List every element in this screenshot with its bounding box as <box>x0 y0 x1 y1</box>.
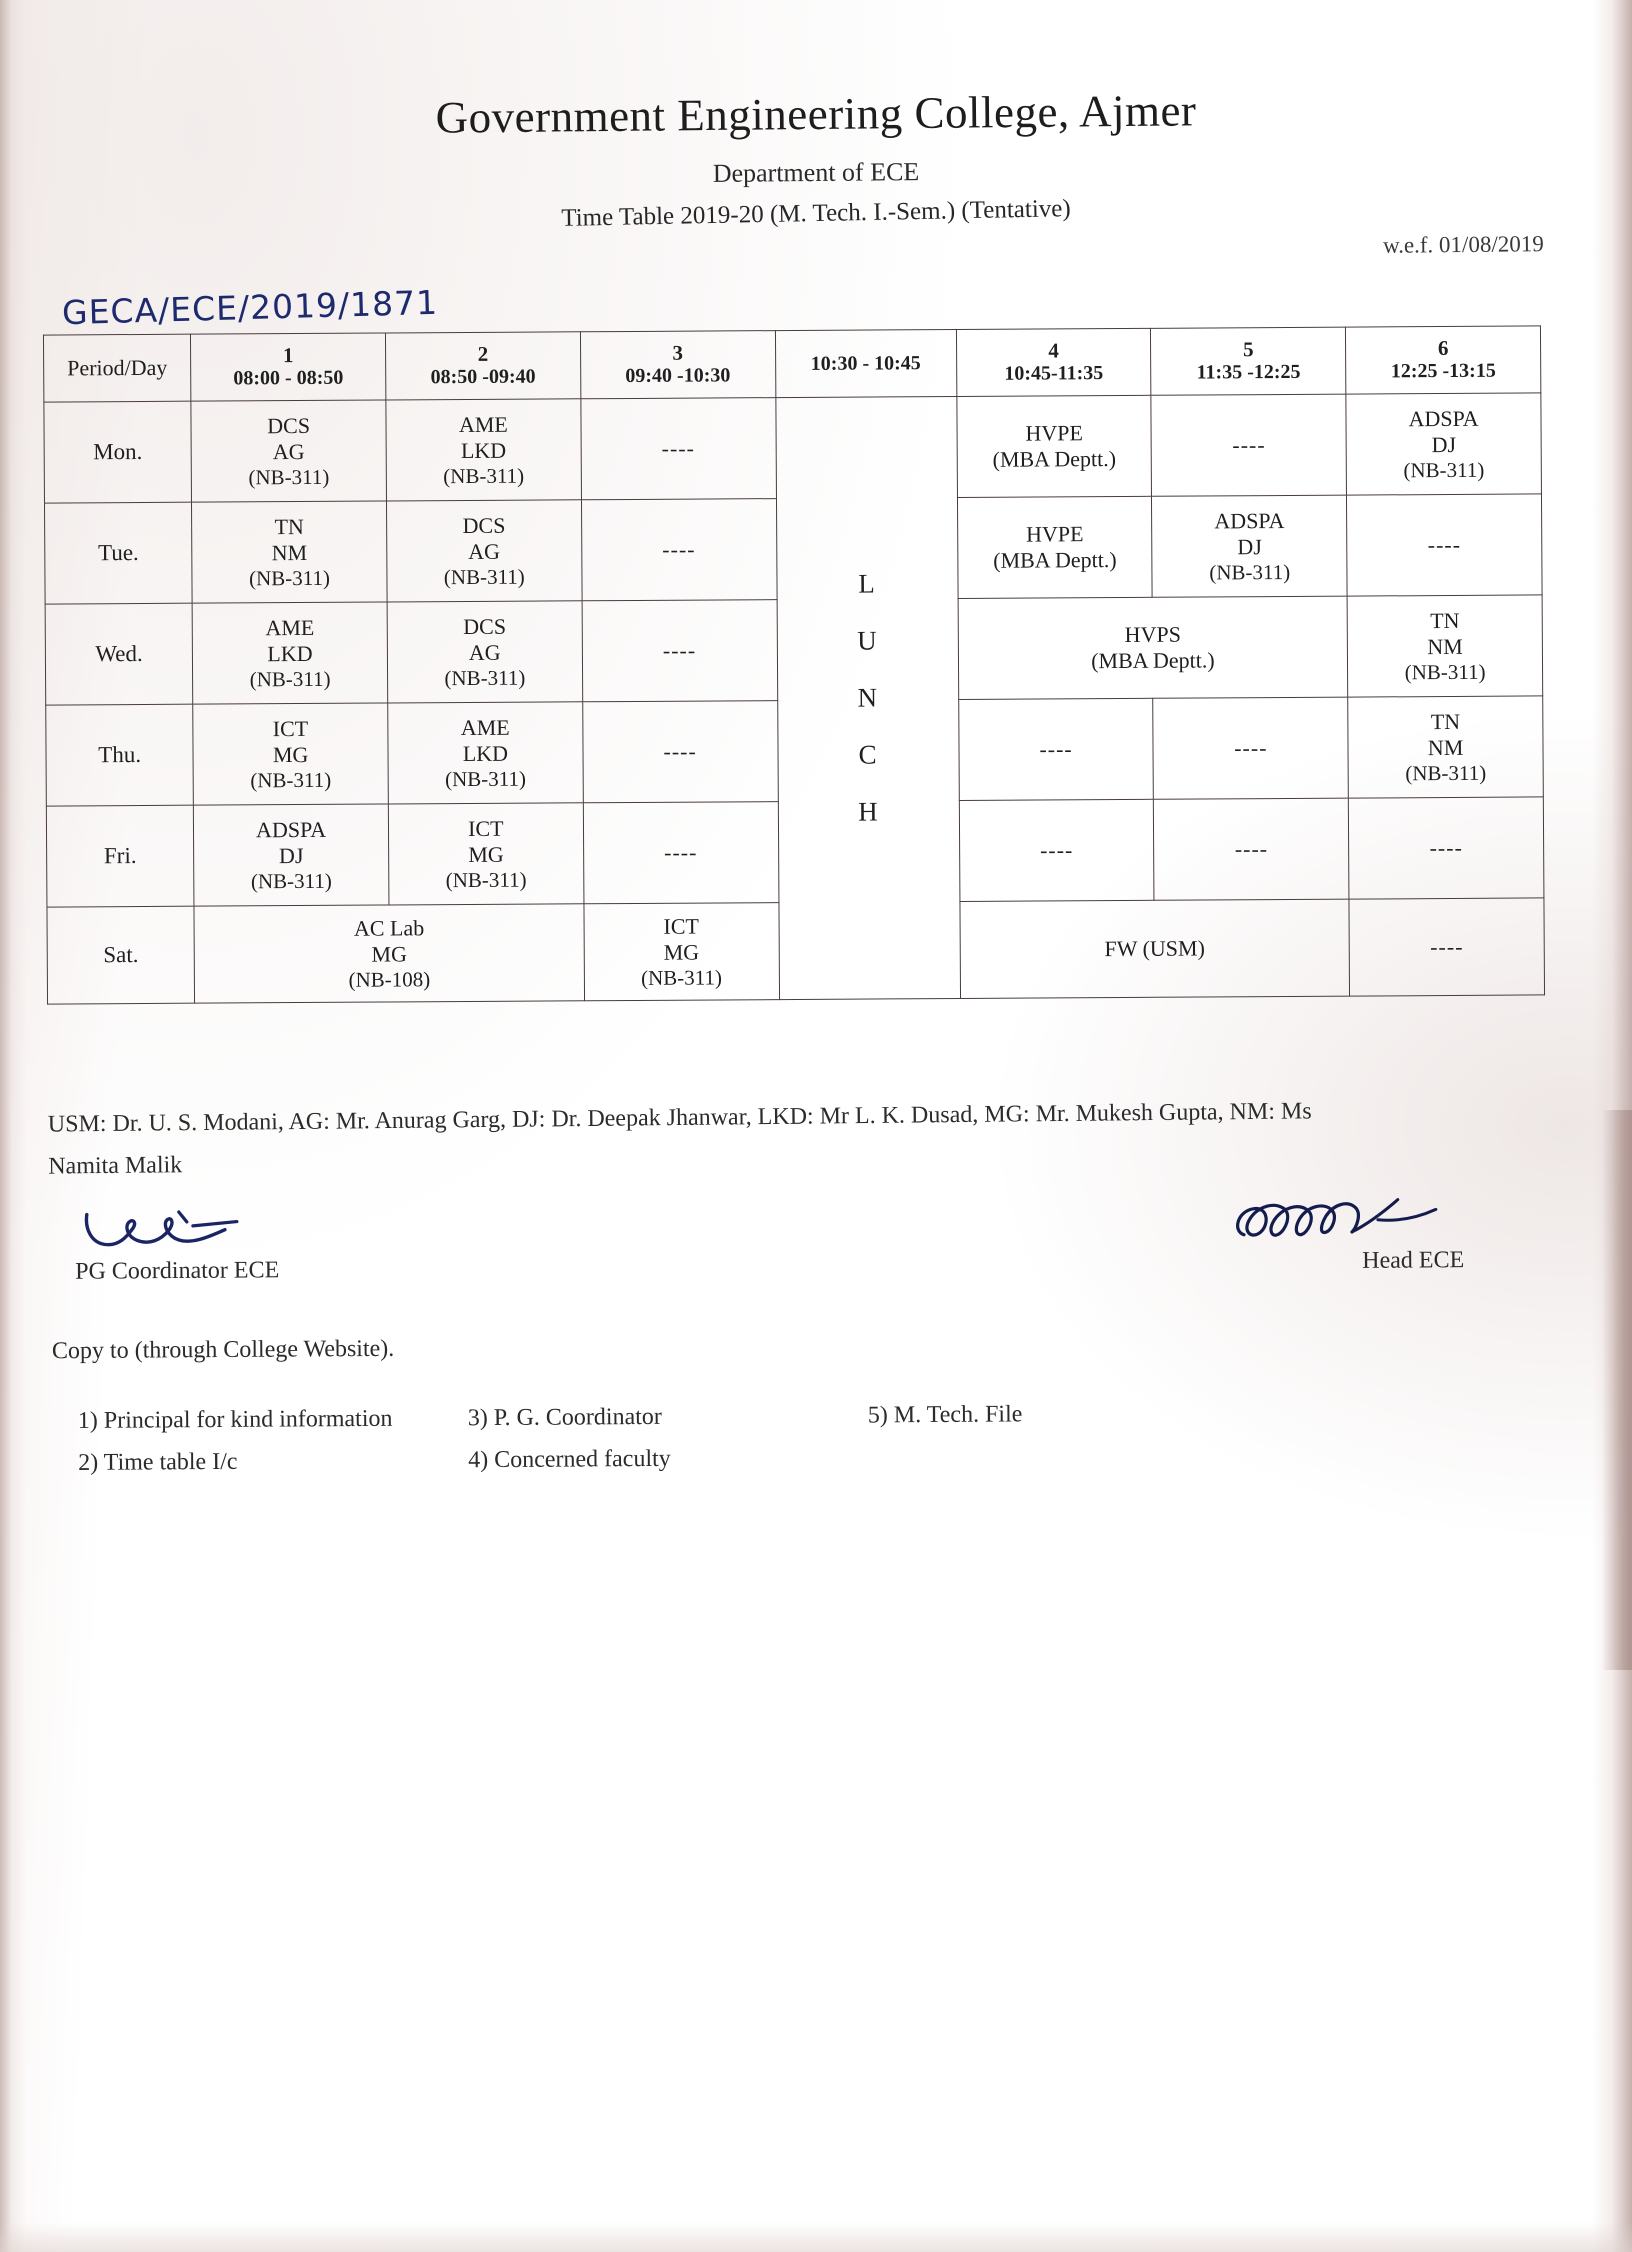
cell-empty-dash: ---- <box>664 839 698 865</box>
cell-empty-dash: ---- <box>1234 836 1269 862</box>
timetable-header-row <box>43 326 1540 402</box>
copy-item-1: 1) Principal for kind information <box>77 1405 393 1434</box>
header-period-3 <box>580 331 775 399</box>
period-time: 08:50 -09:40 <box>430 365 536 388</box>
cell-faculty: LKD <box>267 640 313 666</box>
cell-subject: TN <box>1430 708 1461 734</box>
cell-mon-p5 <box>1151 394 1346 496</box>
cell-faculty: NM <box>271 539 308 565</box>
faculty-legend <box>48 1088 1499 1187</box>
cell-room: (NB-311) <box>443 463 525 488</box>
period-time: 08:00 - 08:50 <box>233 366 344 389</box>
reference-number-handwritten: GECA/ECE/2019/1871 <box>61 282 439 333</box>
cell-subject: DCS <box>463 613 507 639</box>
cell-mon-p4 <box>957 395 1152 497</box>
cell-empty-dash: ---- <box>1429 834 1463 861</box>
cell-faculty: DJ <box>278 842 304 868</box>
header-period-1 <box>191 333 386 401</box>
period-time: 10:30 - 10:45 <box>810 351 921 375</box>
copy-item-2: 2) Time table I/c <box>78 1448 238 1476</box>
cell-faculty: NM <box>1427 633 1463 659</box>
cell-subject: AC Lab <box>353 914 425 941</box>
lunch-letters <box>780 555 956 841</box>
cell-subject: ICT <box>468 815 504 841</box>
cell-tue-p6 <box>1347 494 1542 596</box>
cell-subject: DCS <box>267 412 311 438</box>
timetable-subtitle: Time Table 2019-20 (M. Tech. I.-Sem.) (Tentative) <box>561 195 1071 232</box>
cell-tue-p2 <box>386 500 581 602</box>
cell-room: (NB-108) <box>348 966 431 992</box>
day-label-tue: Tue. <box>44 502 192 604</box>
period-time: 09:40 -10:30 <box>625 363 731 387</box>
cell-faculty: DJ <box>1237 533 1262 559</box>
cell-fri-p1 <box>194 804 389 906</box>
period-time: 10:45-11:35 <box>1004 361 1104 385</box>
cell-empty-dash: ---- <box>663 738 697 764</box>
cell-thu-p1 <box>193 703 388 805</box>
table-row <box>44 393 1542 503</box>
cell-room: (NB-311) <box>1209 559 1291 585</box>
legend-line-1: USM: Dr. U. S. Modani, AG: Mr. Anurag Garg, DJ: Dr. Deepak Jhanwar, LKD: Mr L. K. Dusad, MG: Mr. Mukesh Gupta, NM: Ms <box>47 1098 1312 1138</box>
cell-sat-p6 <box>1349 898 1544 996</box>
cell-fri-p4 <box>959 799 1154 901</box>
cell-subject: TN <box>274 513 304 539</box>
lunch-letter: U <box>857 625 878 656</box>
cell-room: (NB-311) <box>641 965 723 990</box>
cell-subject: FW (USM) <box>1104 935 1205 962</box>
header-period-5 <box>1151 327 1346 395</box>
legend-line-2: Namita Malik <box>48 1152 183 1180</box>
cell-room: (NB-311) <box>443 564 525 589</box>
cell-faculty: MG <box>371 940 408 967</box>
period-number: 2 <box>477 342 489 367</box>
day-label-mon: Mon. <box>44 401 192 503</box>
cell-subject: HVPE <box>1025 420 1083 446</box>
period-number: 1 <box>282 343 294 368</box>
cell-room: (NB-311) <box>250 868 332 893</box>
cell-subject: AME <box>458 411 508 437</box>
cell-room: (NB-311) <box>444 665 526 690</box>
cell-subject: HVPE <box>1025 521 1084 547</box>
cell-mon-p2 <box>386 399 581 501</box>
cell-fri-p6 <box>1349 797 1544 899</box>
copy-item-3: 3) P. G. Coordinator <box>467 1403 662 1432</box>
copy-item-4: 4) Concerned faculty <box>468 1445 671 1474</box>
cell-subject: ADSPA <box>1214 507 1285 534</box>
cell-faculty: AG <box>468 639 501 665</box>
cell-empty-dash: ---- <box>1234 735 1268 761</box>
signature-head-ece-icon <box>1228 1189 1468 1249</box>
cell-tue-p3 <box>581 499 776 601</box>
cell-subject: AME <box>460 714 510 740</box>
day-label-wed: Wed. <box>45 603 193 705</box>
head-ece-label: Head ECE <box>1362 1247 1465 1274</box>
cell-venue: (MBA Deptt.) <box>1091 647 1215 674</box>
cell-tue-p5 <box>1152 495 1347 597</box>
pg-coordinator-label: PG Coordinator ECE <box>75 1257 280 1285</box>
cell-thu-p5 <box>1153 697 1348 799</box>
cell-empty-dash: ---- <box>1232 432 1266 458</box>
header-period-4 <box>956 328 1151 396</box>
cell-wed-p2 <box>387 601 582 703</box>
cell-room: (NB-311) <box>445 867 527 892</box>
timetable <box>43 325 1545 1004</box>
pg-coordinator-signature-block <box>75 1199 280 1285</box>
cell-faculty: DJ <box>1431 431 1457 457</box>
header-period-2 <box>385 332 580 400</box>
cell-sat-p3 <box>584 903 779 1001</box>
cell-sat-p1-p2 <box>194 904 584 1003</box>
header-break <box>775 330 957 398</box>
cell-room: (NB-311) <box>250 767 332 792</box>
cell-faculty: AG <box>272 438 305 464</box>
cell-empty-dash: ---- <box>1039 837 1074 863</box>
day-label-sat: Sat. <box>47 906 195 1004</box>
cell-thu-p4 <box>958 698 1153 800</box>
cell-wed-p6 <box>1347 595 1542 697</box>
cell-venue: (MBA Deptt.) <box>992 446 1117 472</box>
cell-faculty: LKD <box>462 740 509 766</box>
copy-to-list <box>78 1390 1499 1484</box>
cell-subject: ADSPA <box>1408 405 1479 431</box>
period-number: 5 <box>1243 337 1254 362</box>
cell-room: (NB-311) <box>248 464 330 489</box>
copy-to-heading: Copy to (through College Website). <box>51 1335 395 1365</box>
period-number: 6 <box>1437 336 1449 361</box>
cell-room: (NB-311) <box>445 766 527 791</box>
cell-room: (NB-311) <box>1403 457 1485 482</box>
cell-wed-p1 <box>192 602 387 704</box>
cell-subject: DCS <box>462 512 506 538</box>
cell-sat-p4-p5 <box>960 899 1350 998</box>
period-time: 11:35 -12:25 <box>1196 360 1301 384</box>
copy-item-spacer <box>868 1434 1268 1479</box>
lunch-letter: H <box>858 796 879 827</box>
signature-pg-coordinator-icon <box>75 1199 279 1258</box>
period-time: 12:25 -13:15 <box>1390 359 1496 382</box>
cell-empty-dash: ---- <box>661 435 696 461</box>
cell-fri-p2 <box>388 803 583 905</box>
cell-subject: HVPS <box>1124 621 1181 648</box>
head-ece-signature-block <box>1228 1189 1469 1276</box>
period-number: 4 <box>1048 338 1059 363</box>
cell-mon-p6 <box>1346 393 1541 495</box>
cell-empty-dash: ---- <box>662 637 697 663</box>
cell-faculty: MG <box>272 741 309 767</box>
lunch-letter: N <box>857 682 879 713</box>
cell-room: (NB-311) <box>1405 760 1487 785</box>
cell-thu-p3 <box>582 701 777 803</box>
cell-faculty: MG <box>663 939 700 965</box>
cell-thu-p6 <box>1348 696 1543 798</box>
cell-empty-dash: ---- <box>662 536 696 562</box>
cell-subject: TN <box>1430 607 1460 633</box>
cell-room: (NB-311) <box>249 565 331 590</box>
cell-faculty: MG <box>468 841 504 867</box>
cell-fri-p3 <box>583 802 778 904</box>
lunch-letter: C <box>858 739 878 770</box>
cell-subject: AME <box>265 614 315 640</box>
header-period-6 <box>1346 326 1541 394</box>
cell-tue-p1 <box>192 501 387 603</box>
cell-thu-p2 <box>388 702 583 804</box>
timetable-container <box>43 325 1545 1004</box>
list-item <box>78 1432 1498 1484</box>
cell-wed-p4-p5 <box>958 596 1348 699</box>
cell-mon-p1 <box>191 400 386 502</box>
lunch-break-cell <box>775 397 960 1000</box>
period-number: 3 <box>672 341 684 366</box>
cell-subject: ADSPA <box>255 816 327 842</box>
cell-subject: ICT <box>663 913 700 939</box>
cell-faculty: AG <box>468 538 501 564</box>
cell-fri-p5 <box>1154 798 1349 900</box>
cell-faculty: NM <box>1427 734 1464 760</box>
department-subtitle: Department of ECE <box>712 157 920 188</box>
cell-tue-p4 <box>957 496 1152 598</box>
cell-empty-dash: ---- <box>1427 531 1462 558</box>
cell-mon-p3 <box>581 398 776 500</box>
cell-faculty: LKD <box>460 437 507 463</box>
cell-wed-p3 <box>582 600 777 702</box>
cell-subject: ICT <box>272 715 309 741</box>
effective-date: w.e.f. 01/08/2019 <box>1383 231 1545 258</box>
cell-empty-dash: ---- <box>1430 933 1464 960</box>
header-period-day: Period/Day <box>43 334 191 402</box>
copy-item-5: 5) M. Tech. File <box>867 1401 1023 1429</box>
day-label-fri: Fri. <box>46 805 194 907</box>
cell-room: (NB-311) <box>249 666 331 691</box>
cell-empty-dash: ---- <box>1039 736 1073 762</box>
institution-title: Government Engineering College, Ajmer <box>435 85 1197 143</box>
day-label-thu: Thu. <box>46 704 194 806</box>
lunch-letter: L <box>858 568 876 599</box>
cell-venue: (MBA Deptt.) <box>993 547 1117 573</box>
cell-room: (NB-311) <box>1404 659 1486 684</box>
